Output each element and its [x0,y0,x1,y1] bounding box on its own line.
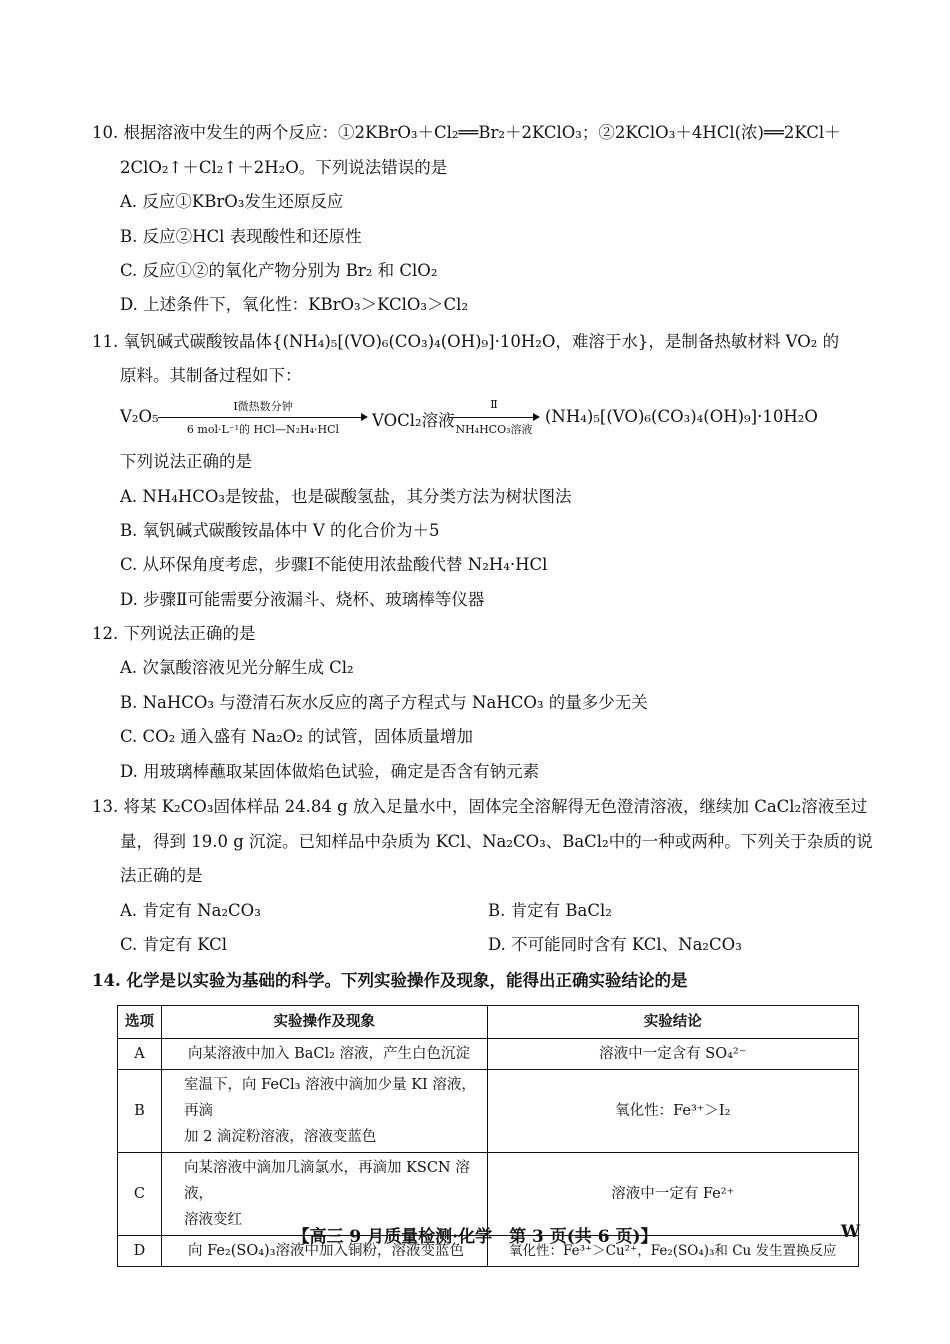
row-c-operation-line1: 向某溶液中滴加几滴氯水，再滴加 KSCN 溶液， [183,1160,470,1202]
q11-reaction-scheme [120,398,880,438]
q13-stem-line1: 13. 将某 K₂CO₃固体样品 24.84 g 放入足量水中，固体完全溶解得无色澄清溶液，继续加 CaCl₂溶液至过 [92,797,868,816]
q13-option-d: D. 不可能同时含有 KCl、Na₂CO₃ [488,935,742,954]
header-option: 选项 [118,1006,162,1039]
header-conclusion: 实验结论 [487,1006,858,1039]
footer-version-mark: W [840,1222,860,1242]
q11-option-b: B. 氧钒碱式碳酸铵晶体中 V 的化合价为＋5 [120,521,440,540]
q11-option-c: C. 从环保角度考虑，步骤Ⅰ不能使用浓盐酸代替 N₂H₄·HCl [120,555,548,574]
scheme-product: (NH₄)₅[(VO)₆(CO₃)₄(OH)₉]·10H₂O [545,407,818,426]
q13-option-c: C. 肯定有 KCl [120,935,228,954]
q11-option-d: D. 步骤Ⅱ可能需要分液漏斗、烧杯、玻璃棒等仪器 [120,590,485,609]
q12-option-b: B. NaHCO₃ 与澄清石灰水反应的离子方程式与 NaHCO₃ 的量多少无关 [120,693,648,712]
scheme-step1-condition-top: Ⅰ微热数分钟 [233,400,293,413]
scheme-arrow-2 [448,417,538,418]
row-c-option: C [118,1153,162,1236]
q10-option-b: B. 反应②HCl 表现酸性和还原性 [120,227,362,246]
q10-option-c: C. 反应①②的氧化产物分别为 Br₂ 和 ClO₂ [120,261,438,280]
q13-stem-line2: 量，得到 19.0 g 沉淀。已知样品中杂质为 KCl、Na₂CO₃、BaCl₂中的一种或两种。下列关于杂质的说 [120,832,873,851]
table-row [118,1039,859,1070]
row-a-operation [161,1039,487,1070]
table-row [118,1070,859,1153]
row-c-operation-line2: 溶液变红 [183,1212,242,1228]
q11-question: 下列说法正确的是 [120,452,252,471]
row-a-option: A [118,1039,162,1070]
row-b-operation-line1: 室温下，向 FeCl₃ 溶液中滴加少量 KI 溶液，再滴 [183,1077,476,1119]
q10-stem-line2: 2ClO₂↑＋Cl₂↑＋2H₂O。下列说法错误的是 [120,158,448,177]
row-b-conclusion: 氧化性：Fe³⁺＞I₂ [487,1070,858,1153]
scheme-arrow-1 [158,417,366,418]
scheme-step1-condition-bottom: 6 mol·L⁻¹的 HCl—N₂H₄·HCl [186,423,340,436]
scheme-start: V₂O₅ [120,407,159,426]
q10-stem-line1: 10. 根据溶液中发生的两个反应：①2KBrO₃＋Cl₂══Br₂＋2KClO₃；②2KClO₃＋4HCl(浓)══2KCl＋ [92,123,841,142]
row-d-operation-text: 向 Fe₂(SO₄)₃溶液中加入铜粉，溶液变蓝色 [187,1243,464,1259]
table-header-row [118,1006,859,1039]
row-a-conclusion: 溶液中一定含有 SO₄²⁻ [487,1039,858,1070]
q12-option-a: A. 次氯酸溶液见光分解生成 Cl₂ [120,658,354,677]
row-b-option: B [118,1070,162,1153]
q13-option-a: A. 肯定有 Na₂CO₃ [120,901,261,920]
footer-exam-info: 【高三 9 月质量检测·化学 第 3 页(共 6 页)】 [292,1227,658,1247]
header-operation: 实验操作及现象 [161,1006,487,1039]
scheme-step2-condition-bottom: NH₄HCO₃溶液 [455,423,533,436]
row-b-operation-line2: 加 2 滴淀粉溶液，溶液变蓝色 [183,1129,377,1145]
row-a-operation-text: 向某溶液中加入 BaCl₂ 溶液，产生白色沉淀 [187,1046,471,1062]
q12-stem: 12. 下列说法正确的是 [92,624,256,643]
q10-option-a: A. 反应①KBrO₃发生还原反应 [120,192,344,211]
scheme-intermediate: VOCl₂溶液 [372,411,455,430]
q13-option-b: B. 肯定有 BaCl₂ [488,901,612,920]
row-b-operation [161,1070,487,1153]
scheme-step2-condition-top: Ⅱ [490,398,498,411]
q13-stem-line3: 法正确的是 [120,866,203,885]
q11-stem-line2: 原料。其制备过程如下： [120,366,302,385]
q10-option-d: D. 上述条件下，氧化性：KBrO₃＞KClO₃＞Cl₂ [120,295,469,314]
row-d-option: D [118,1236,162,1267]
row-d-conclusion: 氧化性：Fe³⁺＞Cu²⁺，Fe₂(SO₄)₃和 Cu 发生置换反应 [487,1236,858,1267]
q12-option-c: C. CO₂ 通入盛有 Na₂O₂ 的试管，固体质量增加 [120,727,474,746]
q11-option-a: A. NH₄HCO₃是铵盐，也是碳酸氢盐，其分类方法为树状图法 [120,487,572,506]
q11-stem-line1: 11. 氧钒碱式碳酸铵晶体{(NH₄)₅[(VO)₆(CO₃)₄(OH)₉]·10H₂O，难溶于水}，是制备热敏材料 VO₂ 的 [92,332,840,351]
row-c-conclusion: 溶液中一定有 Fe²⁺ [487,1153,858,1236]
q14-stem: 14. 化学是以实验为基础的科学。下列实验操作及现象，能得出正确实验结论的是 [92,971,688,990]
q12-option-d: D. 用玻璃棒蘸取某固体做焰色试验，确定是否含有钠元素 [120,762,540,781]
